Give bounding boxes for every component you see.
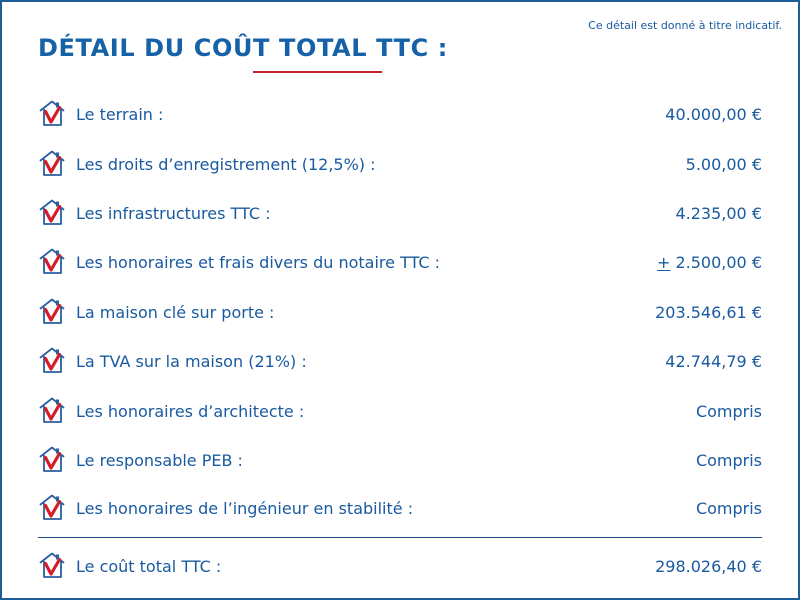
cost-amount: 203.546,61 € xyxy=(655,303,762,322)
cost-amount: Compris xyxy=(695,499,762,518)
cost-row-peb xyxy=(37,444,762,476)
cost-amount-value: 2.500,00 € xyxy=(670,253,762,272)
cost-label: Les droits d’enregistrement (12,5%) : xyxy=(76,155,376,174)
cost-amount xyxy=(657,253,762,272)
cost-amount: Compris xyxy=(695,402,762,421)
cost-label: Les honoraires et frais divers du notaire TTC : xyxy=(76,253,441,272)
cost-label: La maison clé sur porte : xyxy=(76,303,275,322)
house-check-icon xyxy=(37,148,67,178)
title-underline xyxy=(253,71,382,73)
cost-amount: 42.744,79 € xyxy=(665,352,762,371)
cost-label: Les honoraires de l’ingénieur en stabilité : xyxy=(76,499,414,518)
cost-row-maison xyxy=(37,296,762,328)
cost-row-architecte xyxy=(37,395,762,427)
cost-label: La TVA sur la maison (21%) : xyxy=(76,352,307,371)
house-check-icon xyxy=(37,246,67,276)
cost-label: Le terrain : xyxy=(76,105,164,124)
total-divider xyxy=(38,537,762,538)
house-check-icon xyxy=(37,345,67,375)
cost-amount: Compris xyxy=(695,451,762,470)
cost-row-ingenieur xyxy=(37,492,762,524)
house-check-icon xyxy=(37,444,67,474)
cost-row-notaire xyxy=(37,246,762,278)
cost-row-total xyxy=(37,550,762,582)
plus-minus-sign: + xyxy=(656,253,671,272)
cost-amount: 4.235,00 € xyxy=(675,204,762,223)
page-title: DÉTAIL DU COÛT TOTAL TTC : xyxy=(38,34,448,62)
cost-row-tva xyxy=(37,345,762,377)
house-check-icon xyxy=(37,395,67,425)
cost-label: Le responsable PEB : xyxy=(76,451,243,470)
total-label: Le coût total TTC : xyxy=(76,557,222,576)
disclaimer-note: Ce détail est donné à titre indicatif. xyxy=(588,19,782,32)
house-check-icon xyxy=(37,296,67,326)
house-check-icon xyxy=(37,492,67,522)
house-check-icon xyxy=(37,98,67,128)
cost-row-droits xyxy=(37,148,762,180)
cost-label: Les honoraires d’architecte : xyxy=(76,402,305,421)
cost-amount: 5.00,00 € xyxy=(685,155,762,174)
total-amount: 298.026,40 € xyxy=(655,557,762,576)
cost-row-infrastructures xyxy=(37,197,762,229)
house-check-icon xyxy=(37,550,67,580)
cost-label: Les infrastructures TTC : xyxy=(76,204,271,223)
cost-row-terrain xyxy=(37,98,762,130)
cost-amount: 40.000,00 € xyxy=(665,105,762,124)
house-check-icon xyxy=(37,197,67,227)
